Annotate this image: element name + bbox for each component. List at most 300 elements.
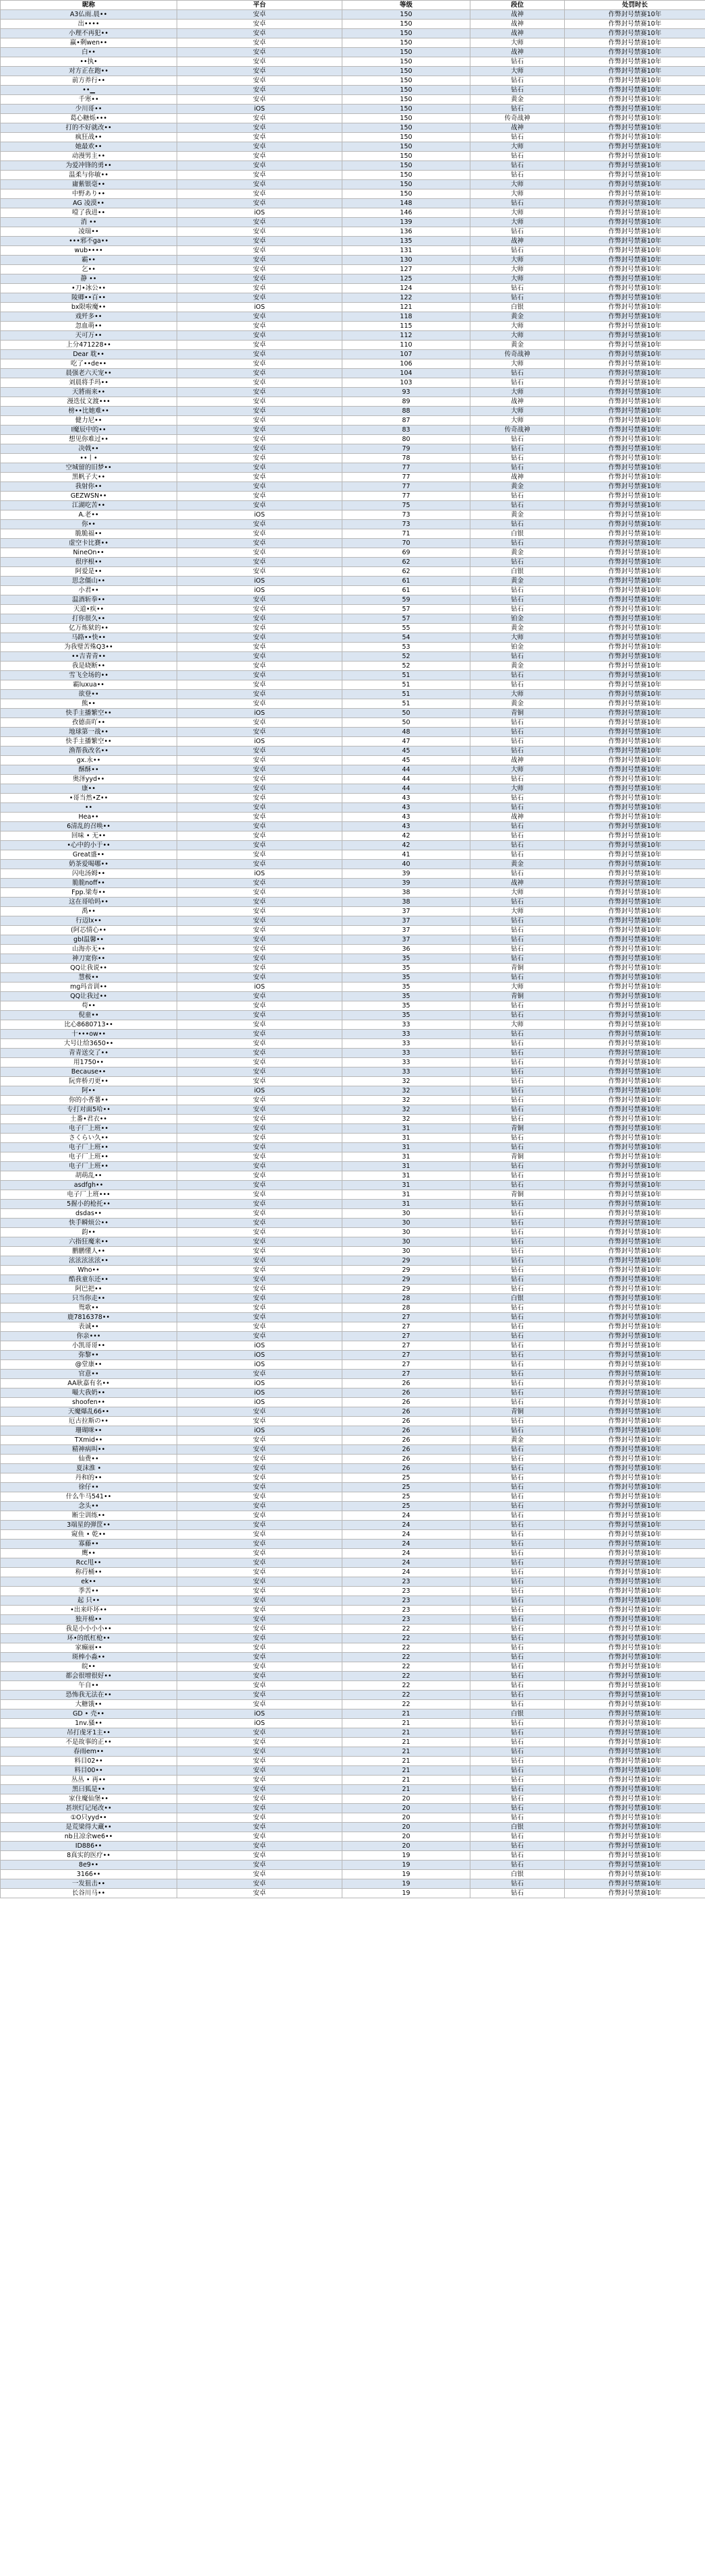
- nickname-cell: •出来吓坏••: [1, 1606, 177, 1615]
- nickname-cell: 吊打虔牙1主••: [1, 1728, 177, 1738]
- level-cell: 62: [342, 567, 470, 577]
- rank-cell: 钻石: [470, 1634, 565, 1643]
- nickname-cell: 弥黎••: [1, 1351, 177, 1360]
- table-row: [1, 831, 705, 841]
- level-cell: 33: [342, 1020, 470, 1030]
- nickname-cell: 六指狂魔来••: [1, 1237, 177, 1247]
- table-row: [1, 1030, 705, 1039]
- platform-cell: 安卓: [177, 907, 342, 916]
- table-row: [1, 1313, 705, 1322]
- nickname-cell: ••吉青青••: [1, 652, 177, 662]
- rank-cell: 钻石: [470, 199, 565, 208]
- platform-cell: 安卓: [177, 142, 342, 152]
- table-row: [1, 1492, 705, 1502]
- nickname-cell: 打的不好就改••: [1, 123, 177, 133]
- nickname-cell: 前方养行••: [1, 76, 177, 86]
- platform-cell: iOS: [177, 1351, 342, 1360]
- level-cell: 25: [342, 1492, 470, 1502]
- nickname-cell: 很序根••: [1, 558, 177, 567]
- table-row: [1, 973, 705, 983]
- penalty-cell: 作弊封号禁赛10年: [565, 1672, 705, 1681]
- platform-cell: 安卓: [177, 1200, 342, 1209]
- table-row: [1, 444, 705, 454]
- table-row: [1, 67, 705, 76]
- table-row: [1, 1096, 705, 1105]
- level-cell: 27: [342, 1332, 470, 1341]
- platform-cell: 安卓: [177, 199, 342, 208]
- table-row: [1, 152, 705, 161]
- table-row: [1, 1540, 705, 1549]
- rank-cell: 钻石: [470, 1398, 565, 1407]
- level-cell: 150: [342, 57, 470, 67]
- penalty-cell: 作弊封号禁赛10年: [565, 1851, 705, 1861]
- platform-cell: 安卓: [177, 1851, 342, 1861]
- penalty-cell: 作弊封号禁赛10年: [565, 1275, 705, 1285]
- table-row: [1, 473, 705, 482]
- platform-cell: 安卓: [177, 699, 342, 709]
- rank-cell: 钻石: [470, 1483, 565, 1492]
- level-cell: 29: [342, 1285, 470, 1294]
- level-cell: 150: [342, 76, 470, 86]
- nickname-cell: 是荒梁得大藏••: [1, 1823, 177, 1832]
- nickname-cell: 电子厂上班•••: [1, 1190, 177, 1200]
- table-row: [1, 274, 705, 284]
- nickname-cell: 对方正在跑••: [1, 67, 177, 76]
- level-cell: 55: [342, 624, 470, 633]
- table-row: [1, 57, 705, 67]
- level-cell: 37: [342, 907, 470, 916]
- platform-cell: 安卓: [177, 1823, 342, 1832]
- platform-cell: 安卓: [177, 350, 342, 359]
- table-row: [1, 1861, 705, 1870]
- table-row: [1, 1209, 705, 1219]
- table-row: [1, 492, 705, 501]
- level-cell: 78: [342, 454, 470, 463]
- platform-cell: 安卓: [177, 614, 342, 624]
- platform-cell: 安卓: [177, 463, 342, 473]
- level-cell: 51: [342, 690, 470, 699]
- penalty-cell: 作弊封号禁赛10年: [565, 879, 705, 888]
- rank-cell: 钻石: [470, 935, 565, 945]
- rank-cell: 钻石: [470, 1370, 565, 1379]
- platform-cell: 安卓: [177, 652, 342, 662]
- penalty-cell: 作弊封号禁赛10年: [565, 1700, 705, 1709]
- platform-cell: 安卓: [177, 67, 342, 76]
- level-cell: 43: [342, 813, 470, 822]
- rank-cell: 大师: [470, 142, 565, 152]
- nickname-cell: 专打对面5哈••: [1, 1105, 177, 1115]
- penalty-cell: 作弊封号禁赛10年: [565, 1681, 705, 1691]
- table-row: [1, 699, 705, 709]
- platform-cell: 安卓: [177, 501, 342, 510]
- platform-cell: 安卓: [177, 1558, 342, 1568]
- level-cell: 22: [342, 1653, 470, 1662]
- table-row: [1, 633, 705, 643]
- rank-cell: 钻石: [470, 1842, 565, 1851]
- table-row: [1, 123, 705, 133]
- rank-cell: 黄金: [470, 312, 565, 322]
- table-row: [1, 898, 705, 907]
- level-cell: 31: [342, 1162, 470, 1171]
- platform-cell: 安卓: [177, 1577, 342, 1587]
- penalty-cell: 作弊封号禁赛10年: [565, 265, 705, 274]
- penalty-cell: 作弊封号禁赛10年: [565, 765, 705, 775]
- nickname-cell: 用1750••: [1, 1058, 177, 1067]
- table-row: [1, 426, 705, 435]
- rank-cell: 战神: [470, 20, 565, 29]
- level-cell: 110: [342, 341, 470, 350]
- level-cell: 70: [342, 539, 470, 548]
- table-row: [1, 586, 705, 595]
- platform-cell: 安卓: [177, 1124, 342, 1134]
- level-cell: 32: [342, 1105, 470, 1115]
- table-row: [1, 1747, 705, 1757]
- penalty-cell: 作弊封号禁赛10年: [565, 1115, 705, 1124]
- platform-cell: 安卓: [177, 1152, 342, 1162]
- table-row: [1, 29, 705, 38]
- table-row: [1, 1511, 705, 1521]
- nickname-cell: 奶茶爱喝哪••: [1, 860, 177, 869]
- penalty-cell: 作弊封号禁赛10年: [565, 1511, 705, 1521]
- column-header-penalty: 处罚时长: [565, 1, 705, 10]
- rank-cell: 钻石: [470, 1171, 565, 1181]
- rank-cell: 钻石: [470, 1653, 565, 1662]
- table-row: [1, 1351, 705, 1360]
- penalty-cell: 作弊封号禁赛10年: [565, 831, 705, 841]
- platform-cell: 安卓: [177, 444, 342, 454]
- table-row: [1, 1596, 705, 1606]
- table-row: [1, 888, 705, 898]
- level-cell: 21: [342, 1766, 470, 1776]
- penalty-cell: 作弊封号禁赛10年: [565, 888, 705, 898]
- penalty-cell: 作弊封号禁赛10年: [565, 1879, 705, 1889]
- rank-cell: 战神: [470, 756, 565, 765]
- penalty-cell: 作弊封号禁赛10年: [565, 1398, 705, 1407]
- table-row: [1, 1757, 705, 1766]
- table-row: [1, 1719, 705, 1728]
- rank-cell: 大师: [470, 888, 565, 898]
- penalty-cell: 作弊封号禁赛10年: [565, 501, 705, 510]
- penalty-cell: 作弊封号禁赛10年: [565, 1011, 705, 1020]
- platform-cell: 安卓: [177, 123, 342, 133]
- level-cell: 26: [342, 1464, 470, 1473]
- penalty-cell: 作弊封号禁赛10年: [565, 48, 705, 57]
- rank-cell: 钻石: [470, 850, 565, 860]
- penalty-cell: 作弊封号禁赛10年: [565, 1643, 705, 1653]
- level-cell: 51: [342, 671, 470, 680]
- nickname-cell: 官意••: [1, 1370, 177, 1379]
- table-row: [1, 926, 705, 935]
- nickname-cell: •心中的小于••: [1, 841, 177, 850]
- nickname-cell: 庸紫银毫••: [1, 180, 177, 189]
- level-cell: 39: [342, 869, 470, 879]
- platform-cell: 安卓: [177, 341, 342, 350]
- table-row: [1, 303, 705, 312]
- level-cell: 44: [342, 775, 470, 784]
- nickname-cell: 电子厂上班••: [1, 1152, 177, 1162]
- penalty-cell: 作弊封号禁赛10年: [565, 67, 705, 76]
- column-header-platform: 平台: [177, 1, 342, 10]
- table-row: [1, 577, 705, 586]
- rank-cell: 钻石: [470, 1577, 565, 1587]
- platform-cell: 安卓: [177, 548, 342, 558]
- level-cell: 35: [342, 992, 470, 1001]
- rank-cell: 钻石: [470, 1568, 565, 1577]
- level-cell: 150: [342, 114, 470, 123]
- nickname-cell: TXmid••: [1, 1436, 177, 1445]
- level-cell: 122: [342, 293, 470, 303]
- penalty-cell: 作弊封号禁赛10年: [565, 1426, 705, 1436]
- penalty-cell: 作弊封号禁赛10年: [565, 1228, 705, 1237]
- nickname-cell: QQ让我过••: [1, 992, 177, 1001]
- penalty-cell: 作弊封号禁赛10年: [565, 992, 705, 1001]
- penalty-cell: 作弊封号禁赛10年: [565, 473, 705, 482]
- penalty-cell: 作弊封号禁赛10年: [565, 274, 705, 284]
- penalty-cell: 作弊封号禁赛10年: [565, 1266, 705, 1275]
- rank-cell: 钻石: [470, 1643, 565, 1653]
- rank-cell: 铂金: [470, 643, 565, 652]
- penalty-cell: 作弊封号禁赛10年: [565, 331, 705, 341]
- nickname-cell: Fpp.梁寿••: [1, 888, 177, 898]
- nickname-cell: 思念僵山••: [1, 577, 177, 586]
- nickname-cell: (阿芯情心••: [1, 926, 177, 935]
- rank-cell: 钻石: [470, 1237, 565, 1247]
- nickname-cell: Who••: [1, 1266, 177, 1275]
- rank-cell: 钻石: [470, 747, 565, 756]
- rank-cell: 战神: [470, 879, 565, 888]
- nickname-cell: 晨强老六天宠••: [1, 369, 177, 378]
- level-cell: 22: [342, 1681, 470, 1691]
- rank-cell: 传奇战神: [470, 426, 565, 435]
- platform-cell: 安卓: [177, 10, 342, 20]
- rank-cell: 钻石: [470, 293, 565, 303]
- rank-cell: 大师: [470, 765, 565, 775]
- rank-cell: 钻石: [470, 520, 565, 529]
- platform-cell: 安卓: [177, 813, 342, 822]
- penalty-cell: 作弊封号禁赛10年: [565, 76, 705, 86]
- rank-cell: 大师: [470, 407, 565, 416]
- penalty-cell: 作弊封号禁赛10年: [565, 1832, 705, 1842]
- penalty-cell: 作弊封号禁赛10年: [565, 595, 705, 605]
- table-row: [1, 1842, 705, 1851]
- platform-cell: iOS: [177, 1398, 342, 1407]
- nickname-cell: 戏歼多••: [1, 312, 177, 322]
- platform-cell: iOS: [177, 1388, 342, 1398]
- penalty-cell: 作弊封号禁赛10年: [565, 983, 705, 992]
- penalty-cell: 作弊封号禁赛10年: [565, 350, 705, 359]
- rank-cell: 战神: [470, 48, 565, 57]
- platform-cell: iOS: [177, 737, 342, 747]
- platform-cell: 安卓: [177, 992, 342, 1001]
- rank-cell: 青铜: [470, 1407, 565, 1417]
- level-cell: 19: [342, 1861, 470, 1870]
- nickname-cell: 断尘训练••: [1, 1511, 177, 1521]
- platform-cell: 安卓: [177, 284, 342, 293]
- table-row: [1, 1162, 705, 1171]
- level-cell: 20: [342, 1794, 470, 1804]
- nickname-cell: ID886••: [1, 1842, 177, 1851]
- rank-cell: 战神: [470, 813, 565, 822]
- table-row: [1, 20, 705, 29]
- rank-cell: 钻石: [470, 1464, 565, 1473]
- table-row: [1, 1011, 705, 1020]
- level-cell: 35: [342, 964, 470, 973]
- rank-cell: 钻石: [470, 1313, 565, 1322]
- nickname-cell: 我是晓断••: [1, 662, 177, 671]
- platform-cell: 安卓: [177, 1228, 342, 1237]
- table-row: [1, 1285, 705, 1294]
- level-cell: 115: [342, 322, 470, 331]
- platform-cell: 安卓: [177, 1492, 342, 1502]
- penalty-cell: 作弊封号禁赛10年: [565, 1124, 705, 1134]
- penalty-cell: 作弊封号禁赛10年: [565, 671, 705, 680]
- rank-cell: 钻石: [470, 284, 565, 293]
- nickname-cell: 快手主播繁空••: [1, 737, 177, 747]
- rank-cell: 钻石: [470, 133, 565, 142]
- level-cell: 103: [342, 378, 470, 388]
- nickname-cell: 出••••: [1, 20, 177, 29]
- nickname-cell: ••▁: [1, 86, 177, 95]
- nickname-cell: 渔帮我改名••: [1, 747, 177, 756]
- rank-cell: 钻石: [470, 1879, 565, 1889]
- penalty-cell: 作弊封号禁赛10年: [565, 539, 705, 548]
- nickname-cell: 霸luxua••: [1, 680, 177, 690]
- level-cell: 32: [342, 1077, 470, 1086]
- level-cell: 136: [342, 227, 470, 237]
- penalty-cell: 作弊封号禁赛10年: [565, 1001, 705, 1011]
- nickname-cell: 脆脆noff••: [1, 879, 177, 888]
- nickname-cell: 8真实的医疗••: [1, 1851, 177, 1861]
- penalty-cell: 作弊封号禁赛10年: [565, 1322, 705, 1332]
- nickname-cell: 陵卿••百••: [1, 293, 177, 303]
- table-row: [1, 595, 705, 605]
- nickname-cell: 都会很增很好••: [1, 1672, 177, 1681]
- penalty-cell: 作弊封号禁赛10年: [565, 454, 705, 463]
- table-row: [1, 1445, 705, 1455]
- penalty-cell: 作弊封号禁赛10年: [565, 680, 705, 690]
- platform-cell: 安卓: [177, 1294, 342, 1304]
- level-cell: 51: [342, 680, 470, 690]
- penalty-cell: 作弊封号禁赛10年: [565, 180, 705, 189]
- column-header-level: 等级: [342, 1, 470, 10]
- nickname-cell: 这在哥哈吗••: [1, 898, 177, 907]
- level-cell: 37: [342, 935, 470, 945]
- nickname-cell: 家癫丽••: [1, 1643, 177, 1653]
- level-cell: 33: [342, 1030, 470, 1039]
- table-row: [1, 1275, 705, 1285]
- platform-cell: 安卓: [177, 378, 342, 388]
- nickname-cell: 闪电汤姆••: [1, 869, 177, 879]
- platform-cell: 安卓: [177, 1039, 342, 1049]
- rank-cell: 战神: [470, 397, 565, 407]
- penalty-cell: 作弊封号禁赛10年: [565, 1483, 705, 1492]
- penalty-cell: 作弊封号禁赛10年: [565, 822, 705, 831]
- rank-cell: 钻石: [470, 926, 565, 935]
- nickname-cell: 不是故事的正••: [1, 1738, 177, 1747]
- platform-cell: 安卓: [177, 1020, 342, 1030]
- level-cell: 28: [342, 1294, 470, 1304]
- rank-cell: 大师: [470, 218, 565, 227]
- table-row: [1, 199, 705, 208]
- level-cell: 20: [342, 1832, 470, 1842]
- table-row: [1, 105, 705, 114]
- nickname-cell: 葛心糖烁•••: [1, 114, 177, 123]
- penalty-cell: 作弊封号禁赛10年: [565, 312, 705, 322]
- penalty-cell: 作弊封号禁赛10年: [565, 1030, 705, 1039]
- nickname-cell: 丹和的••: [1, 1473, 177, 1483]
- platform-cell: iOS: [177, 208, 342, 218]
- penalty-cell: 作弊封号禁赛10年: [565, 1842, 705, 1851]
- penalty-cell: 作弊封号禁赛10年: [565, 869, 705, 879]
- penalty-cell: 作弊封号禁赛10年: [565, 1709, 705, 1719]
- level-cell: 150: [342, 133, 470, 142]
- penalty-cell: 作弊封号禁赛10年: [565, 123, 705, 133]
- platform-cell: 安卓: [177, 1115, 342, 1124]
- level-cell: 26: [342, 1455, 470, 1464]
- level-cell: 23: [342, 1606, 470, 1615]
- level-cell: 25: [342, 1473, 470, 1483]
- nickname-cell: 小凯哥哥••: [1, 1341, 177, 1351]
- level-cell: 33: [342, 1067, 470, 1077]
- rank-cell: 钻石: [470, 586, 565, 595]
- level-cell: 19: [342, 1870, 470, 1879]
- platform-cell: 安卓: [177, 482, 342, 492]
- table-row: [1, 945, 705, 954]
- platform-cell: 安卓: [177, 1738, 342, 1747]
- penalty-cell: 作弊封号禁赛10年: [565, 171, 705, 180]
- platform-cell: iOS: [177, 869, 342, 879]
- penalty-cell: 作弊封号禁赛10年: [565, 397, 705, 407]
- nickname-cell: 什么牛马541••: [1, 1492, 177, 1502]
- penalty-cell: 作弊封号禁赛10年: [565, 1285, 705, 1294]
- level-cell: 31: [342, 1190, 470, 1200]
- nickname-cell: nb且凉余we6••: [1, 1832, 177, 1842]
- penalty-cell: 作弊封号禁赛10年: [565, 1313, 705, 1322]
- level-cell: 47: [342, 737, 470, 747]
- table-row: [1, 501, 705, 510]
- level-cell: 30: [342, 1247, 470, 1256]
- nickname-cell: 噎了我进••: [1, 208, 177, 218]
- platform-cell: 安卓: [177, 1322, 342, 1332]
- nickname-cell: 苟••: [1, 1001, 177, 1011]
- level-cell: 35: [342, 954, 470, 964]
- platform-cell: 安卓: [177, 312, 342, 322]
- level-cell: 25: [342, 1502, 470, 1511]
- rank-cell: 钻石: [470, 898, 565, 907]
- level-cell: 26: [342, 1407, 470, 1417]
- rank-cell: 钻石: [470, 1738, 565, 1747]
- platform-cell: 安卓: [177, 888, 342, 898]
- penalty-cell: 作弊封号禁赛10年: [565, 728, 705, 737]
- nickname-cell: •哥当然•Z••: [1, 794, 177, 803]
- platform-cell: 安卓: [177, 95, 342, 105]
- rank-cell: 白银: [470, 303, 565, 312]
- nickname-cell: 阮弈桥刃更••: [1, 1077, 177, 1086]
- penalty-cell: 作弊封号禁赛10年: [565, 756, 705, 765]
- rank-cell: 战神: [470, 123, 565, 133]
- penalty-cell: 作弊封号禁赛10年: [565, 860, 705, 869]
- level-cell: 20: [342, 1804, 470, 1813]
- nickname-cell: 8e9••: [1, 1861, 177, 1870]
- rank-cell: 钻石: [470, 1455, 565, 1464]
- platform-cell: 安卓: [177, 265, 342, 274]
- penalty-cell: 作弊封号禁赛10年: [565, 520, 705, 529]
- nickname-cell: 她最欢••: [1, 142, 177, 152]
- platform-cell: iOS: [177, 1426, 342, 1436]
- rank-cell: 大师: [470, 322, 565, 331]
- rank-cell: 钻石: [470, 1266, 565, 1275]
- table-row: [1, 265, 705, 274]
